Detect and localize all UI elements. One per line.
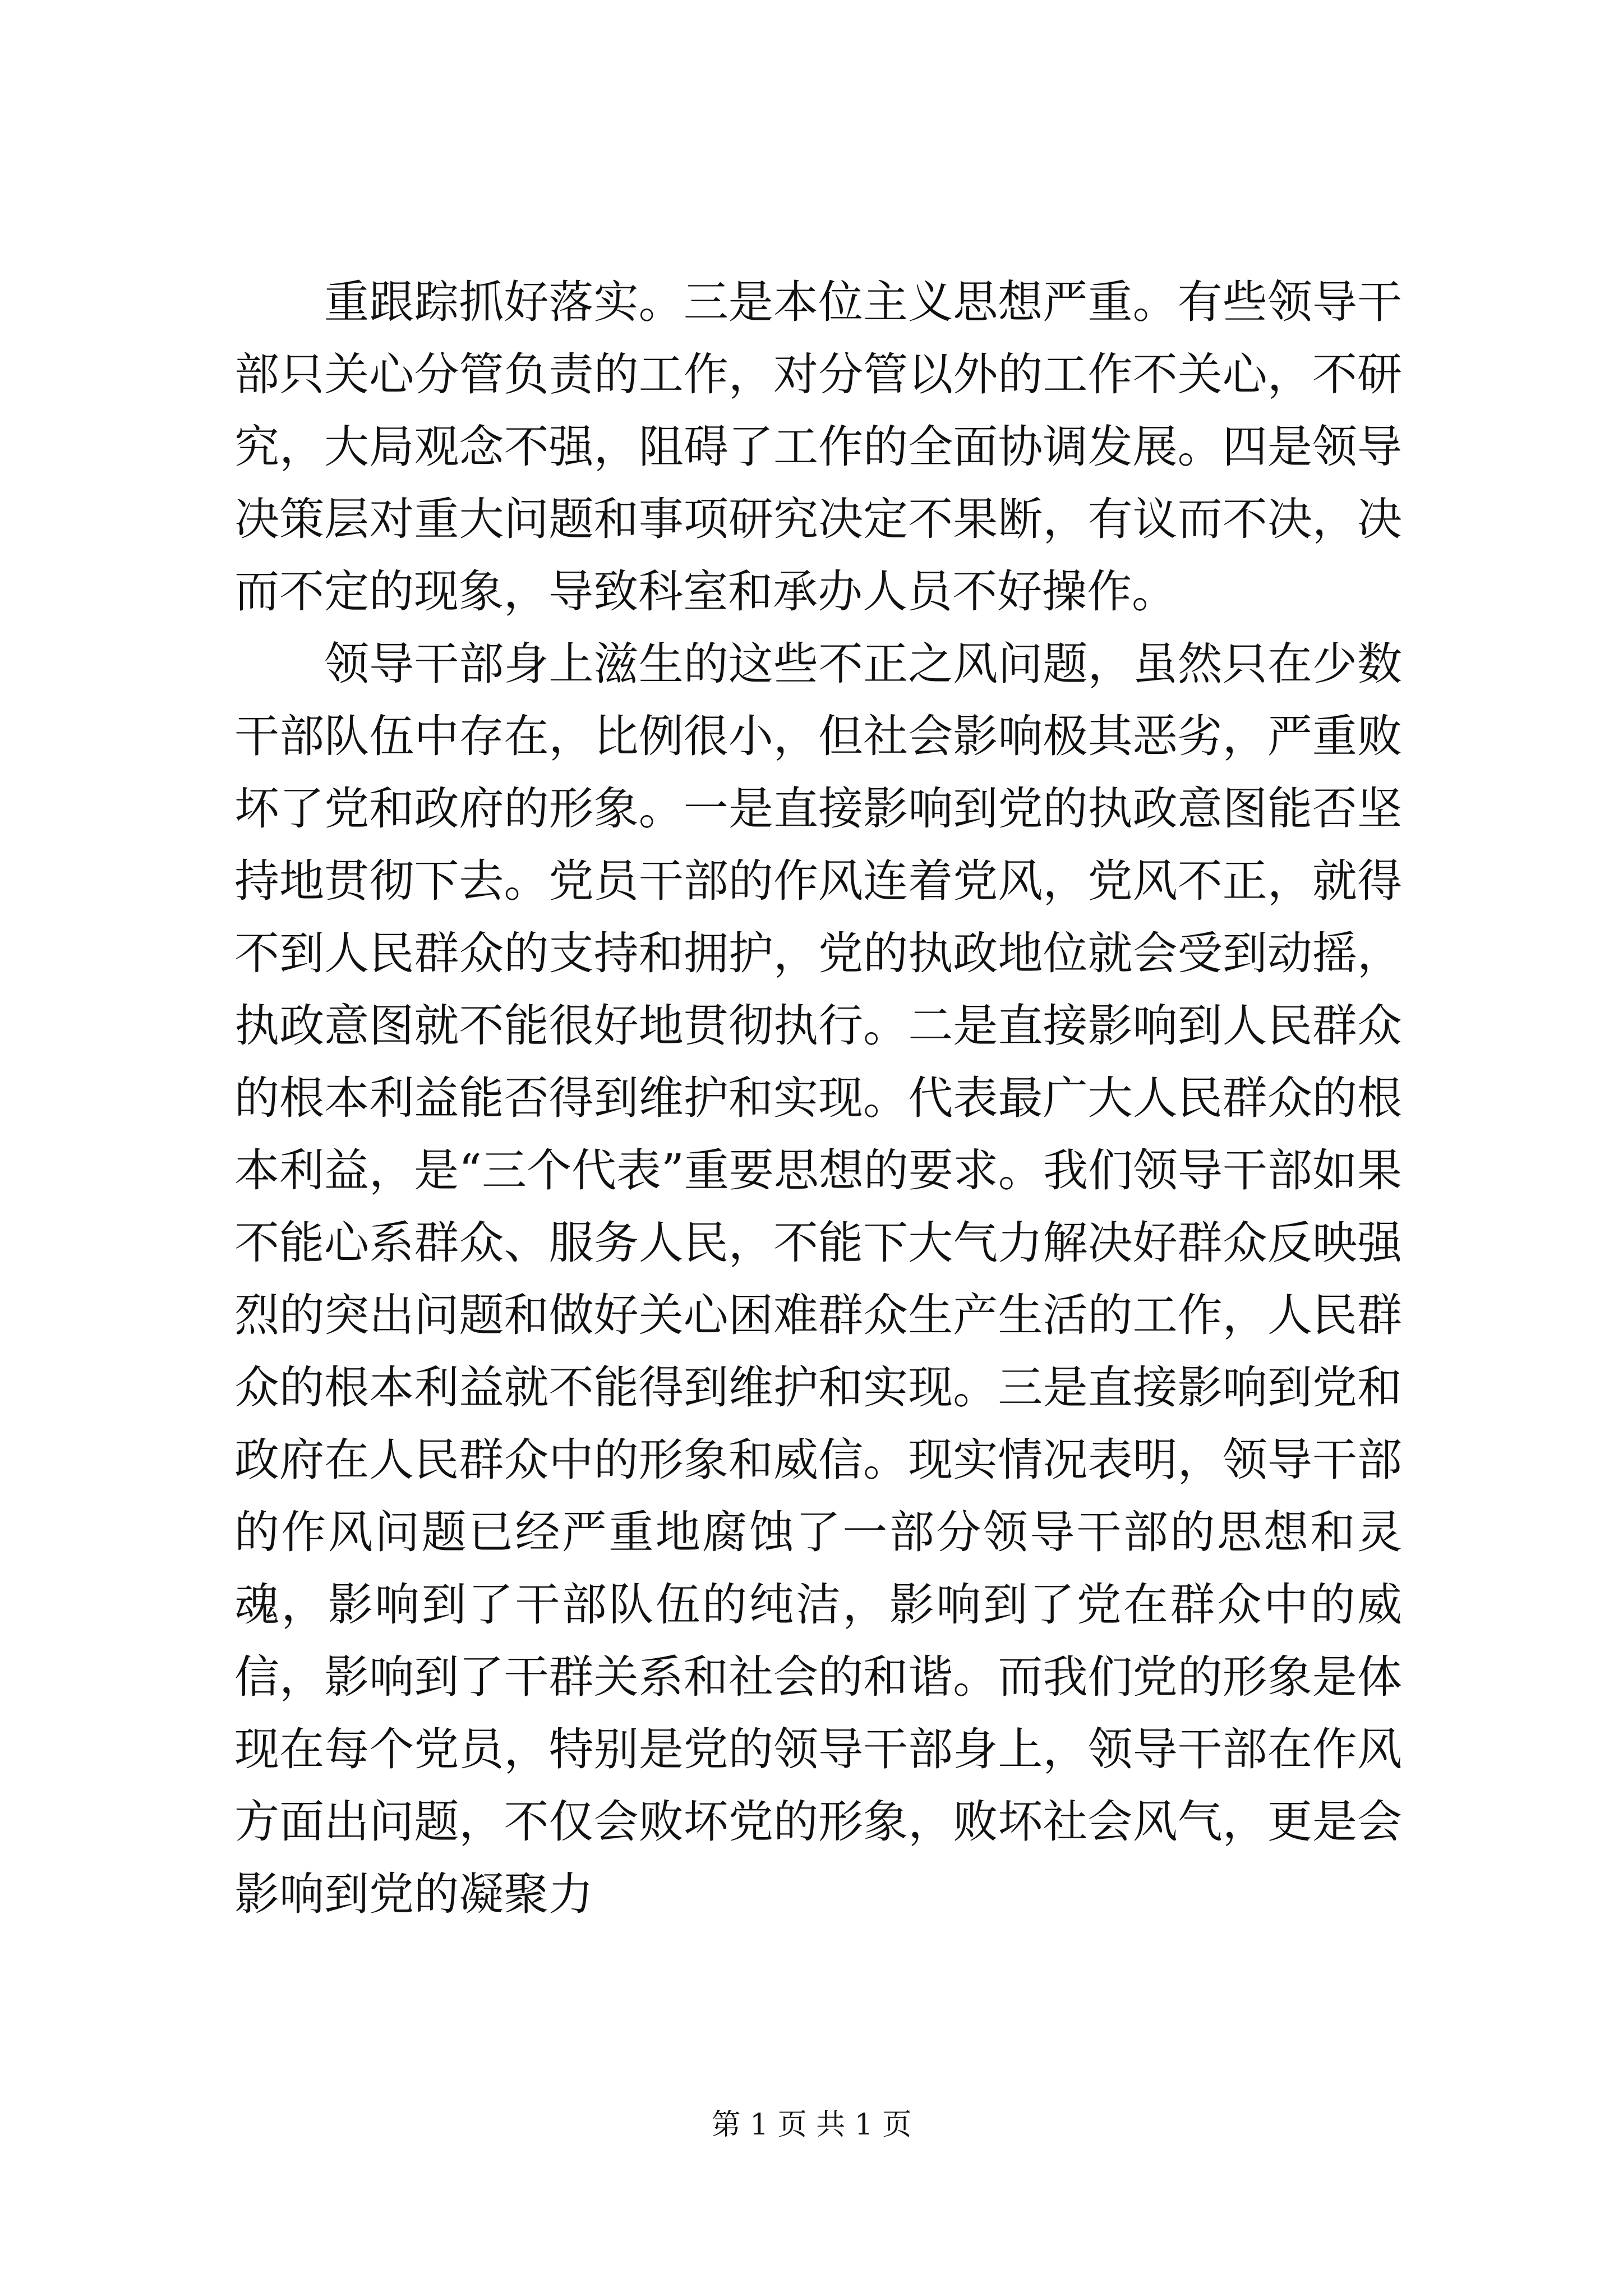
paragraph-2: 领导干部身上滋生的这些不正之风问题，虽然只在少数干部队伍中存在，比例很小，但社会影响极其恶劣，严重败坏了党和政府的形象。一是直接影响到党的执政意图能否坚持地贯彻下去。党员干部的作风连着党风，党风不正，就得不到人民群众的支持和拥护，党的执政地位就会受到动摇，执政意图就不能很好地贯彻执行。二是直接影响到人民群众的根本利益能否得到维护和实现。代表最广大人民群众的根本利益，是“三个代表”重要思想的要求。我们领导干部如果不能心系群众、服务人民，不能下大气力解决好群众反映强烈的突出问题和做好关心困难群众生产生活的工作，人民群众的根本利益就不能得到维护和实现。三是直接影响到党和政府在人民群众中的形象和威信。现实情况表明，领导干部的作风问题已经严重地腐蚀了一部分领导干部的思想和灵魂，影响到了干部队伍的纯洁，影响到了党在群众中的威信，影响到了干群关系和社会的和谐。而我们党的形象是体现在每个党员，特别是党的领导干部身上，领导干部在作风方面出问题，不仅会败坏党的形象，败坏社会风气，更是会影响到党的凝聚力 bbox=[234, 638, 1402, 1920]
paragraph-1: 重跟踪抓好落实。三是本位主义思想严重。有些领导干部只关心分管负责的工作，对分管以外的工作不关心，不研究，大局观念不强，阻碍了工作的全面协调发展。四是领导决策层对重大问题和事项研究决定不果断，有议而不决，决而不定的现象，导致科室和承办人员不好操作。 bbox=[234, 276, 1402, 618]
page-footer: 第 1 页 共 1 页 bbox=[711, 2108, 912, 2142]
document-body bbox=[234, 266, 1402, 1930]
